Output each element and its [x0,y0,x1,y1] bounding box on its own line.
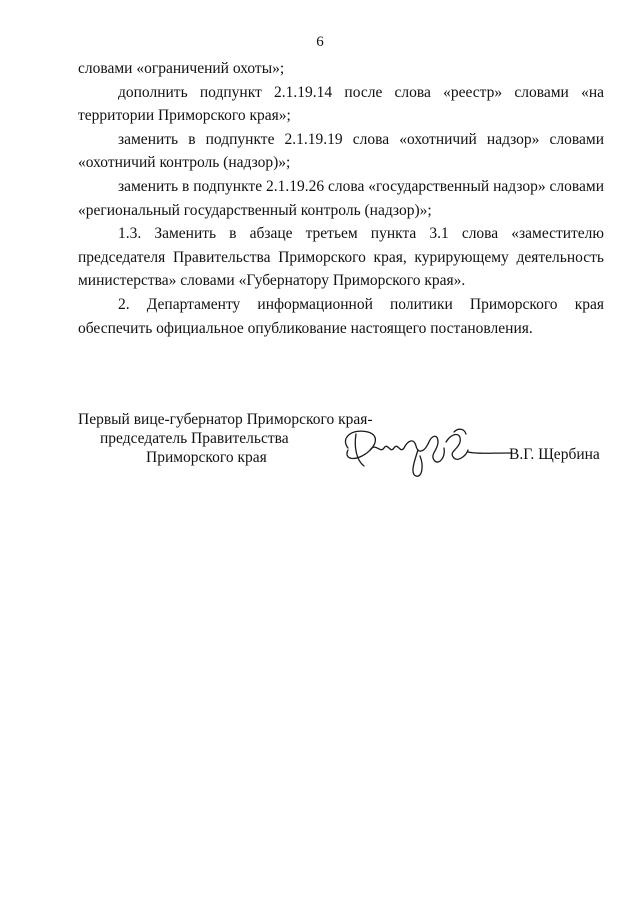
handwritten-signature [334,420,514,480]
paragraph: заменить в подпункте 2.1.19.26 слова «государственный надзор» словами «региональный государственный контроль (надзор)»; [78,177,604,219]
signatory-title-line: Приморского края [146,449,267,466]
paragraph: заменить в подпункте 2.1.19.19 слова «охотничий надзор» словами «охотничий контроль (надзор)»; [78,130,604,172]
document-body [78,57,604,340]
signature-block [78,410,608,480]
paragraph: дополнить подпункт 2.1.19.14 после слова «реестр» словами «на территории Приморского края»; [78,83,604,125]
paragraph: словами «ограничений охоты»; [78,60,285,77]
signatory-name: В.Г. Щербина [509,446,600,463]
signatory-title-line: Первый вице-губернатор Приморского края- [78,411,373,428]
paragraph: 1.3. Заменить в абзаце третьем пункта 3.1 слова «заместителю председателя Правительства Приморского края, курирующему деятельность министерства» словами «Губернатору Приморского края». [78,225,604,290]
paragraph: 2. Департаменту информационной политики Приморского края обеспечить официальное опубликование настоящего постановления. [78,295,604,337]
signatory-title-line: председатель Правительства [100,430,289,447]
page-number: 6 [316,34,324,50]
